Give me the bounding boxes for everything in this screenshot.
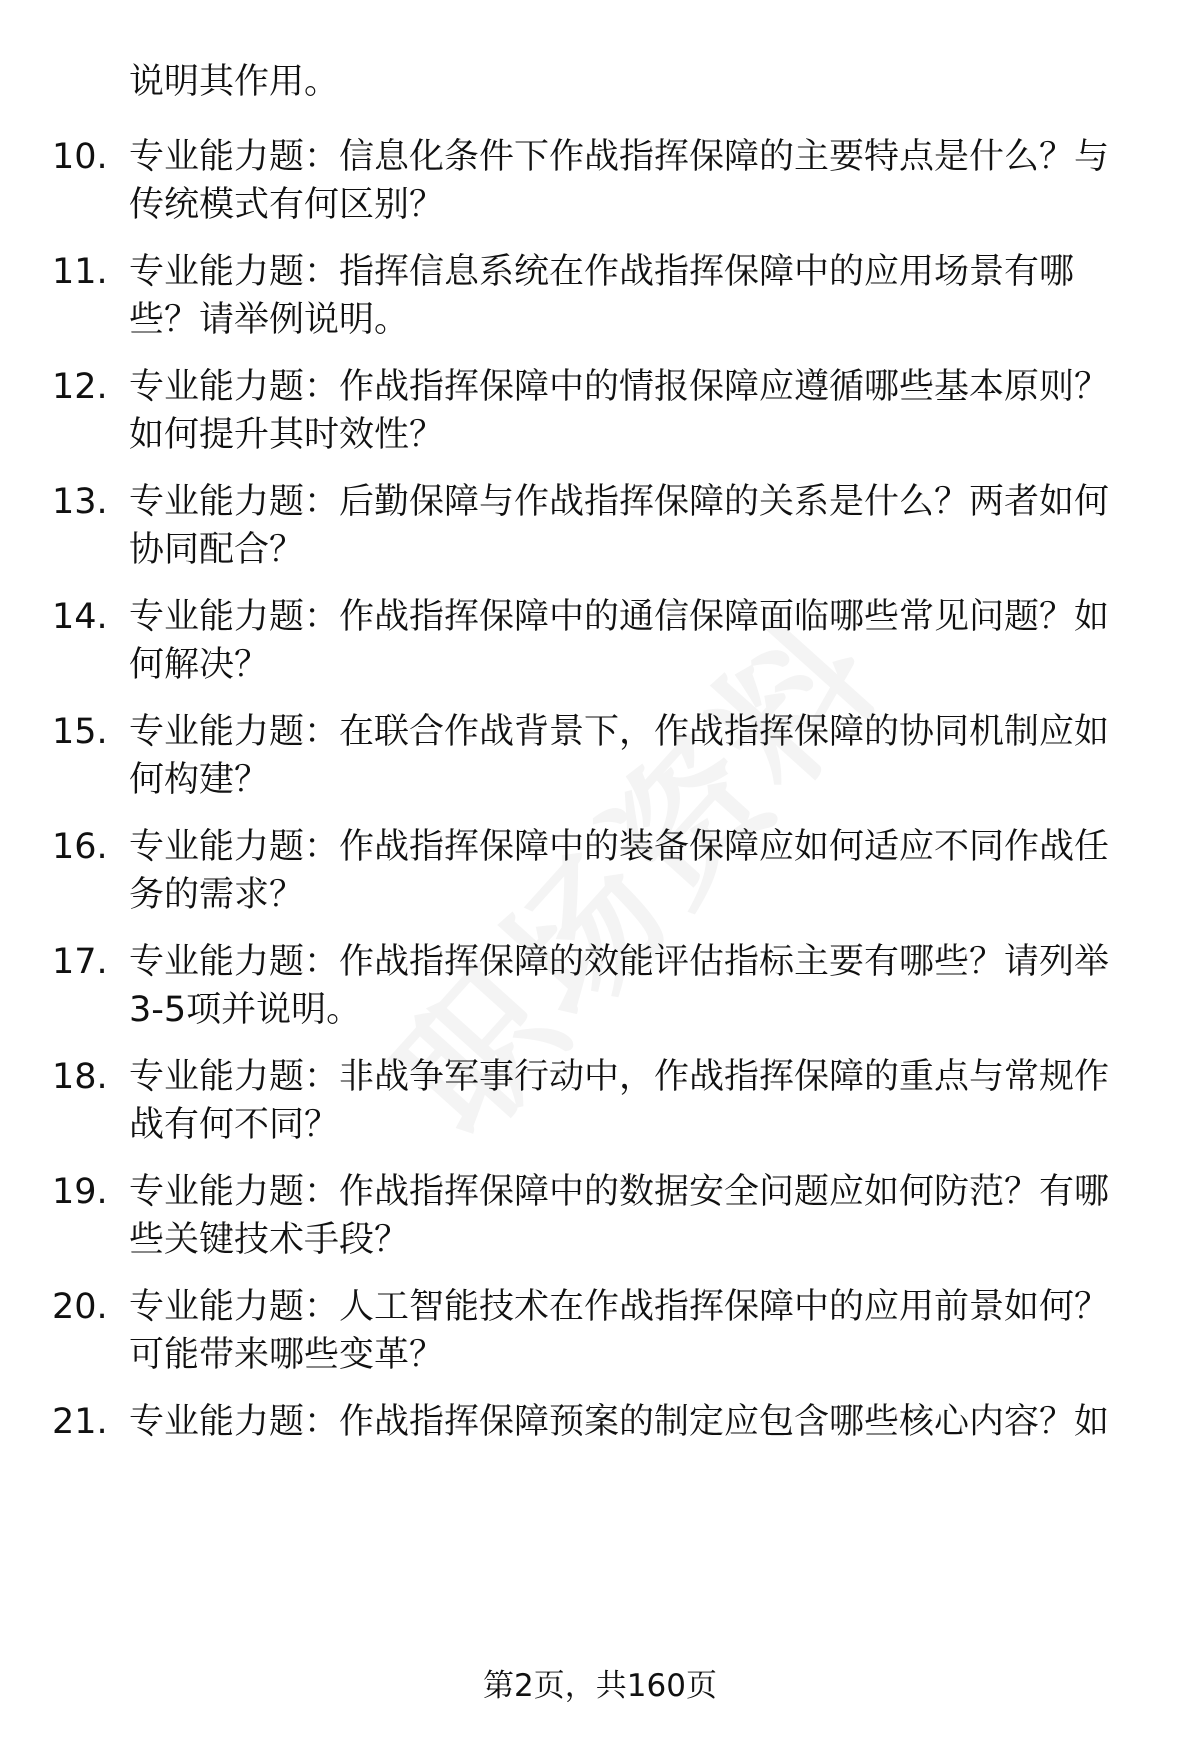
question-number: 17. <box>52 942 108 982</box>
question-text-line: 专业能力题：在联合作战背景下，作战指挥保障的协同机制应如 <box>129 712 1110 752</box>
question-text-line: 专业能力题：作战指挥保障中的数据安全问题应如何防范？有哪 <box>129 1172 1110 1212</box>
question-text-line: 专业能力题：作战指挥保障中的情报保障应遵循哪些基本原则？ <box>129 367 1110 407</box>
question-text-line: 务的需求？ <box>129 875 305 915</box>
question-number: 13. <box>52 482 108 522</box>
page-footer: 第2页，共160页 <box>483 1668 717 1704</box>
question-number: 11. <box>52 252 108 292</box>
question-number: 15. <box>52 712 108 752</box>
question-text-line: 协同配合？ <box>129 530 305 570</box>
question-number: 19. <box>52 1172 108 1212</box>
question-text-line: 专业能力题：作战指挥保障的效能评估指标主要有哪些？请列举 <box>129 942 1110 982</box>
question-text-line: 可能带来哪些变革？ <box>129 1335 445 1375</box>
question-number: 16. <box>52 827 108 867</box>
question-text-line: 专业能力题：人工智能技术在作战指挥保障中的应用前景如何？ <box>129 1287 1110 1327</box>
question-number: 12. <box>52 367 108 407</box>
question-text-line: 专业能力题：信息化条件下作战指挥保障的主要特点是什么？与 <box>129 137 1110 177</box>
question-text-line: 专业能力题：作战指挥保障预案的制定应包含哪些核心内容？如 <box>129 1402 1110 1442</box>
question-text-line: 专业能力题：指挥信息系统在作战指挥保障中的应用场景有哪 <box>129 252 1075 292</box>
question-text-line: 些关键技术手段？ <box>129 1220 410 1260</box>
question-number: 20. <box>52 1287 108 1327</box>
question-text-line: 专业能力题：非战争军事行动中，作战指挥保障的重点与常规作 <box>129 1057 1110 1097</box>
question-text-line: 传统模式有何区别？ <box>129 185 445 225</box>
question-text-line: 如何提升其时效性？ <box>129 415 445 455</box>
question-number: 21. <box>52 1402 108 1442</box>
question-text-line: 专业能力题：后勤保障与作战指挥保障的关系是什么？两者如何 <box>129 482 1110 522</box>
question-text-line: 战有何不同？ <box>129 1105 340 1145</box>
question-text-line: 专业能力题：作战指挥保障中的装备保障应如何适应不同作战任 <box>129 827 1110 867</box>
question-text-line: 何解决？ <box>129 645 270 685</box>
question-number: 14. <box>52 597 108 637</box>
question-number: 10. <box>52 137 108 177</box>
question-text-line: 专业能力题：作战指挥保障中的通信保障面临哪些常见问题？如 <box>129 597 1110 637</box>
continuation-text: 说明其作用。 <box>129 62 340 102</box>
question-text-line: 何构建？ <box>129 760 270 800</box>
question-text-line: 3-5项并说明。 <box>129 990 362 1030</box>
question-number: 18. <box>52 1057 108 1097</box>
question-text-line: 些？请举例说明。 <box>129 300 410 340</box>
